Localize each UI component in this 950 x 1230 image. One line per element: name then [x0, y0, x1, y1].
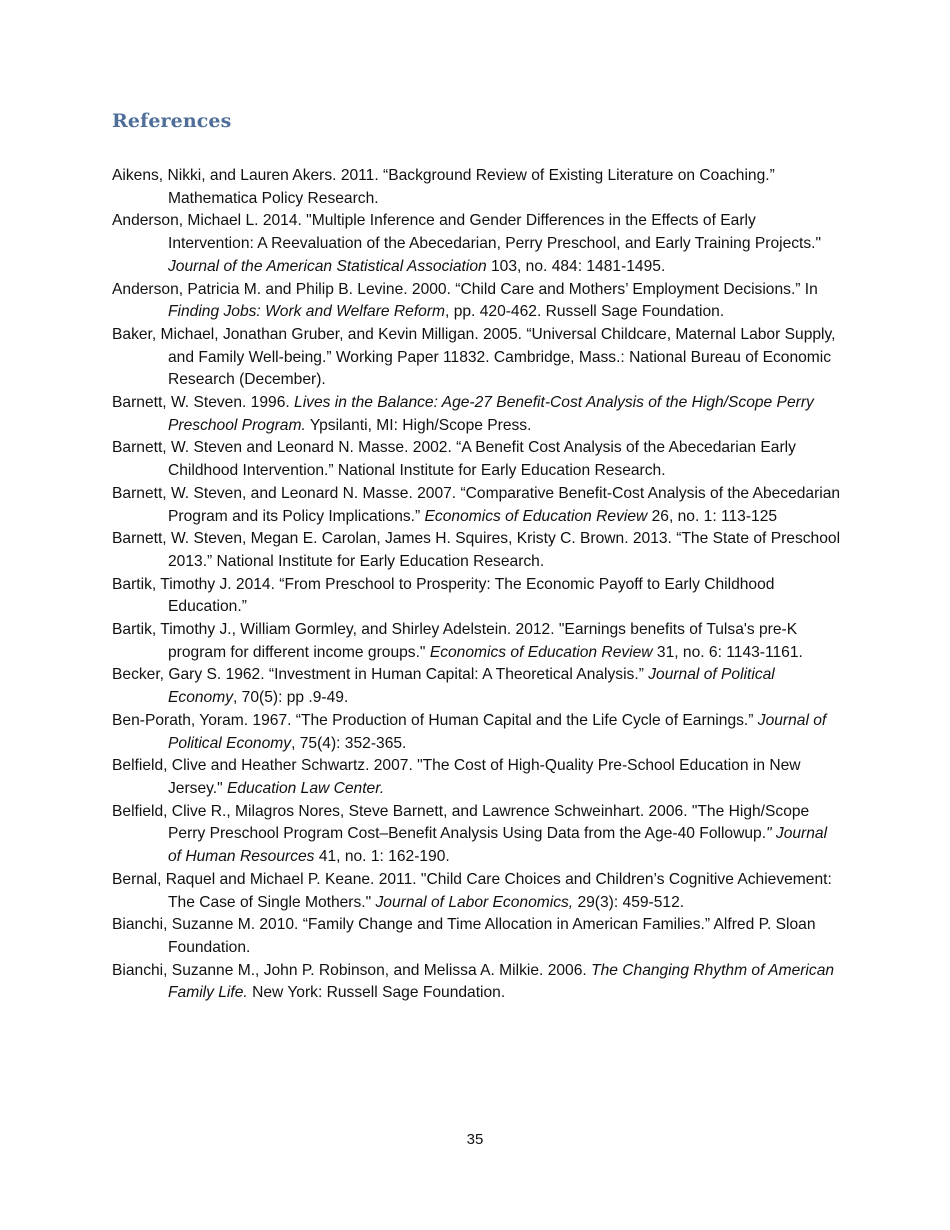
reference-entry: Becker, Gary S. 1962. “Investment in Human Capital: A Theoretical Analysis.” Journal of Political Economy, 70(5): pp .9-49. — [112, 666, 775, 707]
reference-entry: Baker, Michael, Jonathan Gruber, and Kevin Milligan. 2005. “Universal Childcare, Maternal Labor Supply, and Family Well-being.” Working Paper 11832. Cambridge, Mass.: National Bureau of Economic Research (December). — [112, 325, 836, 389]
reference-entry: Bianchi, Suzanne M. 2010. “Family Change and Time Allocation in American Families.” Alfred P. Sloan Foundation. — [112, 916, 816, 956]
reference-entry: Aikens, Nikki, and Lauren Akers. 2011. “Background Review of Existing Literature on Coaching.” Mathematica Policy Research. — [112, 167, 775, 207]
reference-entry: Bartik, Timothy J. 2014. “From Preschool to Prosperity: The Economic Payoff to Early Childhood Education.” — [112, 575, 775, 616]
reference-list — [112, 165, 842, 1005]
reference-entry: Barnett, W. Steven. 1996. Lives in the Balance: Age-27 Benefit-Cost Analysis of the High/Scope Perry Preschool Program. Ypsilanti, MI: High/Scope Press. — [112, 394, 814, 434]
section-heading: References — [112, 110, 232, 132]
page-number: 35 — [466, 1131, 484, 1148]
reference-entry: Bianchi, Suzanne M., John P. Robinson, and Melissa A. Milkie. 2006. The Changing Rhythm of American Family Life. New York: Russell Sage Foundation. — [112, 961, 835, 1002]
reference-entry: Anderson, Michael L. 2014. "Multiple Inference and Gender Differences in the Effects of Early Intervention: A Reevaluation of the Abecedarian, Perry Preschool, and Early Training Projects." Journal of the American Statistical Association 103, no. 484: 1481-1495. — [112, 212, 822, 275]
reference-entry: Bartik, Timothy J., William Gormley, and Shirley Adelstein. 2012. "Earnings benefits of Tulsa's pre-K program for different income groups." Economics of Education Review 31, no. 6: 1143-1161. — [112, 621, 803, 661]
reference-entry: Barnett, W. Steven, Megan E. Carolan, James H. Squires, Kristy C. Brown. 2013. “The State of Preschool 2013.” National Institute for Early Education Research. — [112, 530, 841, 570]
reference-entry: Belfield, Clive R., Milagros Nores, Steve Barnett, and Lawrence Schweinhart. 2006. "The High/Scope Perry Preschool Program Cost–Benefit Analysis Using Data from the Age-40 Followup." Journal of Human Resources 41, no. 1: 162-190. — [112, 802, 828, 866]
reference-entry: Anderson, Patricia M. and Philip B. Levine. 2000. “Child Care and Mothers’ Employment Decisions.” In Finding Jobs: Work and Welfare Reform, pp. 420-462. Russell Sage Foundation. — [112, 280, 818, 321]
reference-entry: Bernal, Raquel and Michael P. Keane. 2011. "Child Care Choices and Children’s Cognitive Achievement: The Case of Single Mothers." Journal of Labor Economics, 29(3): 459-512. — [112, 870, 832, 911]
reference-entry: Ben-Porath, Yoram. 1967. “The Production of Human Capital and the Life Cycle of Earnings.” Journal of Political Economy, 75(4): 352-365. — [112, 711, 827, 752]
reference-entry: Barnett, W. Steven and Leonard N. Masse. 2002. “A Benefit Cost Analysis of the Abecedarian Early Childhood Intervention.” National Institute for Early Education Research. — [112, 439, 796, 480]
reference-entry: Belfield, Clive and Heather Schwartz. 2007. "The Cost of High-Quality Pre-School Education in New Jersey." Education Law Center. — [112, 757, 801, 797]
reference-entry: Barnett, W. Steven, and Leonard N. Masse. 2007. “Comparative Benefit-Cost Analysis of the Abecedarian Program and its Policy Implications.” Economics of Education Review 26, no. 1: 113-125 — [112, 484, 841, 525]
